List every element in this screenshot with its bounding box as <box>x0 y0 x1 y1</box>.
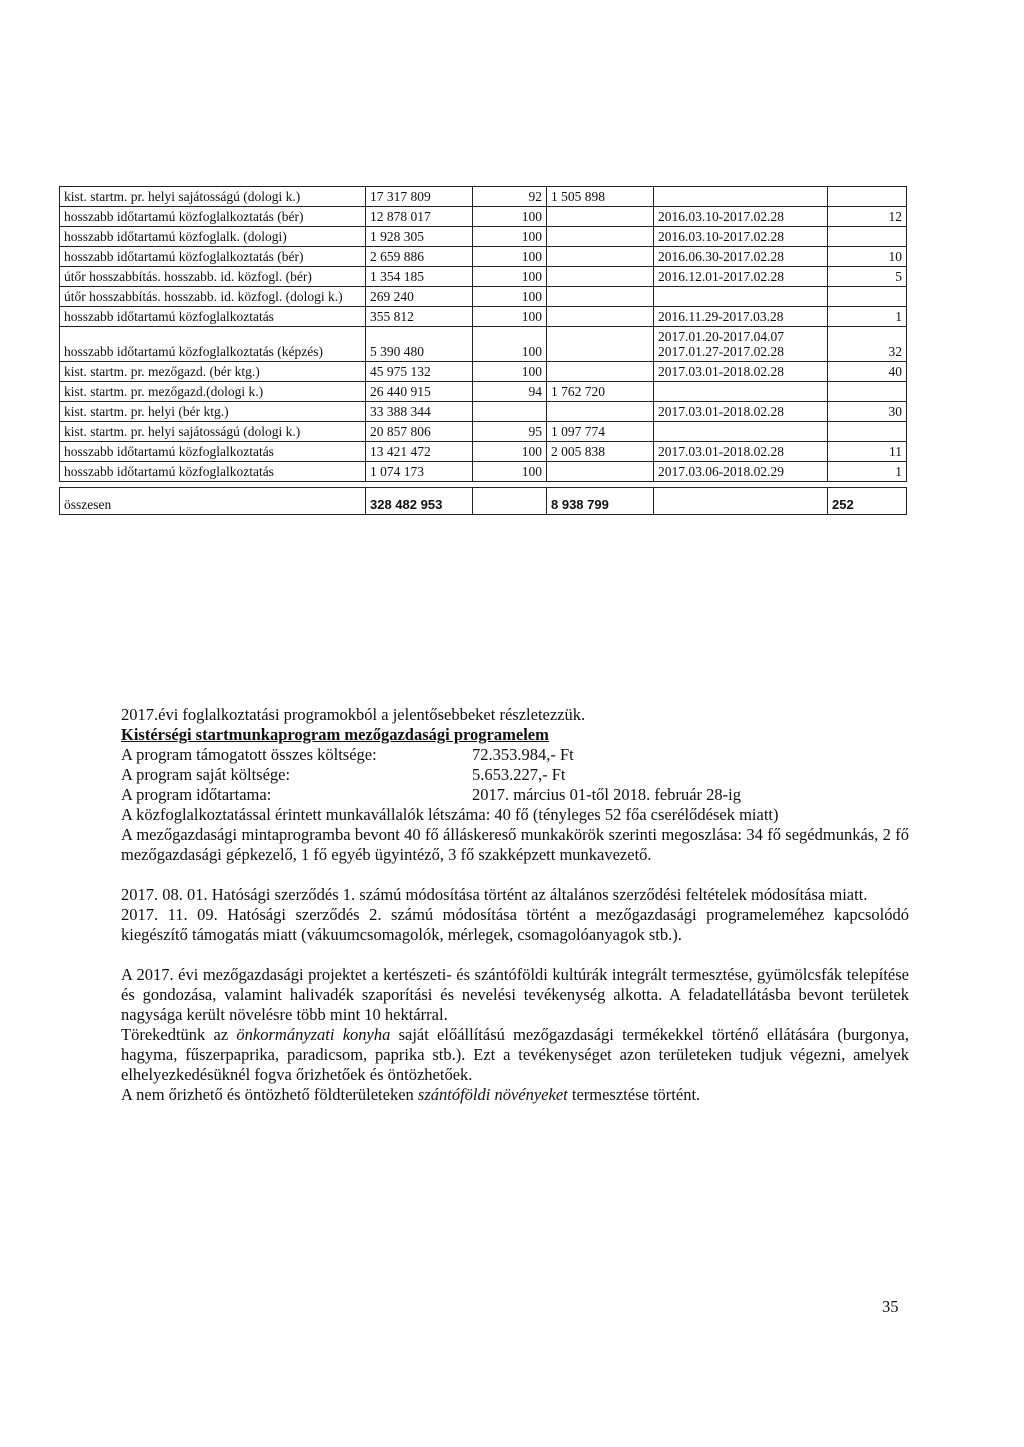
own-cost-value: 5.653.227,- Ft <box>472 765 566 784</box>
support-cost-row <box>121 745 909 765</box>
amount-cell: 20 857 806 <box>366 422 473 442</box>
program-name-cell: hosszabb időtartamú közfoglalkoztatás <box>60 462 366 482</box>
amount-cell: 12 878 017 <box>366 207 473 227</box>
own-contribution-cell <box>547 207 654 227</box>
amount-cell: 1 354 185 <box>366 267 473 287</box>
amount-cell: 355 812 <box>366 307 473 327</box>
headcount-cell <box>828 382 907 402</box>
period-cell: 2016.03.10-2017.02.28 <box>654 227 828 247</box>
table-row <box>60 362 907 382</box>
headcount-cell: 10 <box>828 247 907 267</box>
period-cell <box>654 287 828 307</box>
headcount-cell <box>828 227 907 247</box>
programs-table <box>59 186 907 515</box>
headcount-cell: 1 <box>828 462 907 482</box>
table-row <box>60 227 907 247</box>
amount-cell: 17 317 809 <box>366 187 473 207</box>
own-contribution-cell: 1 097 774 <box>547 422 654 442</box>
kitchen-paragraph: Törekedtünk az önkormányzati konyha saját előállítású mezőgazdasági termékekkel történő ellátására (burgonya, hagyma, fűszerpaprika, paradicsom, paprika stb.). Ezt a tevékenységet azon területeken tudjuk végezni, amelyek elhelyezkedésüknél fogva őrizhetőek és öntözhetőek. <box>121 1025 909 1084</box>
percent-cell <box>473 402 547 422</box>
percent-cell: 92 <box>473 187 547 207</box>
own-contribution-cell <box>547 362 654 382</box>
table-row <box>60 462 907 482</box>
own-contribution-cell: 2 005 838 <box>547 442 654 462</box>
period-cell: 2016.06.30-2017.02.28 <box>654 247 828 267</box>
support-cost-value: 72.353.984,- Ft <box>472 745 574 764</box>
support-cost-label: A program támogatott összes költsége: <box>121 745 377 764</box>
own-contribution-cell <box>547 247 654 267</box>
distribution-paragraph: A mezőgazdasági mintaprogramba bevont 40 fő álláskereső munkakörök szerinti megoszlása: 34 fő segédmunkás, 2 fő mezőgazdasági gépkezelő, 1 fő egyéb ügyintéző, 3 fő szakképzett munkavezető. <box>121 825 909 864</box>
table-row <box>60 327 907 362</box>
own-cost-label: A program saját költsége: <box>121 765 291 784</box>
duration-label: A program időtartama: <box>121 785 272 804</box>
program-name-cell: kist. startm. pr. helyi (bér ktg.) <box>60 402 366 422</box>
headcount-cell: 1 <box>828 307 907 327</box>
headcount-cell: 12 <box>828 207 907 227</box>
period-cell: 2016.03.10-2017.02.28 <box>654 207 828 227</box>
percent-cell: 100 <box>473 267 547 287</box>
program-name-cell: kist. startm. pr. mezőgazd.(dologi k.) <box>60 382 366 402</box>
table-row <box>60 307 907 327</box>
kitchen-emphasis: önkormányzati konyha <box>236 1025 391 1044</box>
percent-cell: 100 <box>473 327 547 362</box>
program-name-cell: kist. startm. pr. helyi sajátosságú (dologi k.) <box>60 187 366 207</box>
period-cell <box>654 327 828 362</box>
total-amount-cell: 328 482 953 <box>366 488 473 515</box>
table-row <box>60 442 907 462</box>
headcount-cell: 30 <box>828 402 907 422</box>
headcount-cell <box>828 422 907 442</box>
amount-cell: 13 421 472 <box>366 442 473 462</box>
period-cell: 2016.12.01-2017.02.28 <box>654 267 828 287</box>
empty-cell <box>473 488 547 515</box>
modification-1-paragraph: 2017. 08. 01. Hatósági szerződés 1. számú módosítása történt az általános szerződési feltételek módosítása miatt. <box>121 885 868 904</box>
program-name-cell: hosszabb időtartamú közfoglalkoztatás (képzés) <box>60 327 366 362</box>
percent-cell: 94 <box>473 382 547 402</box>
amount-cell: 45 975 132 <box>366 362 473 382</box>
period-cell: 2017.03.01-2018.02.28 <box>654 362 828 382</box>
total-own-cell: 8 938 799 <box>547 488 654 515</box>
percent-cell: 100 <box>473 442 547 462</box>
total-count-cell: 252 <box>828 488 907 515</box>
percent-cell: 100 <box>473 227 547 247</box>
table-row <box>60 287 907 307</box>
amount-cell: 1 074 173 <box>366 462 473 482</box>
period-cell <box>654 422 828 442</box>
table-row <box>60 402 907 422</box>
period-line: 2017.01.27-2017.02.28 <box>658 344 784 359</box>
body-text <box>121 705 909 1105</box>
total-label-cell: összesen <box>60 488 366 515</box>
headcount-cell: 11 <box>828 442 907 462</box>
own-contribution-cell <box>547 287 654 307</box>
period-cell: 2017.03.01-2018.02.28 <box>654 442 828 462</box>
program-name-cell: útőr hosszabbítás. hosszabb. id. közfogl. (bér) <box>60 267 366 287</box>
table-row <box>60 207 907 227</box>
period-cell: 2016.11.29-2017.03.28 <box>654 307 828 327</box>
project-paragraph: A 2017. évi mezőgazdasági projektet a kertészeti- és szántóföldi kultúrák integrált termesztése, gyümölcsfák telepítése és gondozása, valamint halivadék szaporítási és nevelési tevékenység alkotta. A feladatellátásba bevont területek nagysága került növelésre több mint 10 hektárral. <box>121 965 909 1024</box>
duration-row <box>121 785 909 805</box>
page-number: 35 <box>882 1297 899 1316</box>
total-row <box>60 488 907 515</box>
percent-cell: 100 <box>473 247 547 267</box>
amount-cell: 1 928 305 <box>366 227 473 247</box>
percent-cell: 100 <box>473 362 547 382</box>
program-name-cell: hosszabb időtartamú közfoglalkoztatás (bér) <box>60 207 366 227</box>
amount-cell: 33 388 344 <box>366 402 473 422</box>
period-cell: 2017.03.01-2018.02.28 <box>654 402 828 422</box>
amount-cell: 5 390 480 <box>366 327 473 362</box>
crops-emphasis: szántóföldi növényeket <box>417 1085 568 1104</box>
own-contribution-cell <box>547 327 654 362</box>
percent-cell: 100 <box>473 307 547 327</box>
percent-cell: 100 <box>473 207 547 227</box>
table-row <box>60 247 907 267</box>
program-name-cell: hosszabb időtartamú közfoglalkoztatás <box>60 307 366 327</box>
own-cost-row <box>121 765 909 785</box>
amount-cell: 269 240 <box>366 287 473 307</box>
period-cell <box>654 382 828 402</box>
modification-2-paragraph: 2017. 11. 09. Hatósági szerződés 2. számú módosítása történt a mezőgazdasági programeleméhez kapcsolódó kiegészítő támogatás miatt (vákuumcsomagolók, mérlegek, csomagolóanyagok stb.). <box>121 905 909 944</box>
percent-cell: 100 <box>473 287 547 307</box>
period-cell: 2017.03.06-2018.02.29 <box>654 462 828 482</box>
own-contribution-cell <box>547 462 654 482</box>
headcount-paragraph: A közfoglalkoztatással érintett munkavállalók létszáma: 40 fő (tényleges 52 főa cserélődések miatt) <box>121 805 779 824</box>
program-name-cell: kist. startm. pr. helyi sajátosságú (dologi k.) <box>60 422 366 442</box>
amount-cell: 2 659 886 <box>366 247 473 267</box>
table-row <box>60 382 907 402</box>
duration-value: 2017. március 01-től 2018. február 28-ig <box>472 785 741 804</box>
section-heading: Kistérségi startmunkaprogram mezőgazdasági programelem <box>121 725 549 744</box>
program-name-cell: útőr hosszabbítás. hosszabb. id. közfogl. (dologi k.) <box>60 287 366 307</box>
table-row <box>60 187 907 207</box>
own-contribution-cell <box>547 402 654 422</box>
own-contribution-cell <box>547 267 654 287</box>
program-name-cell: hosszabb időtartamú közfoglalkoztatás <box>60 442 366 462</box>
table-row <box>60 422 907 442</box>
headcount-cell <box>828 287 907 307</box>
amount-cell: 26 440 915 <box>366 382 473 402</box>
own-contribution-cell <box>547 307 654 327</box>
empty-cell <box>654 488 828 515</box>
program-name-cell: hosszabb időtartamú közfoglalk. (dologi) <box>60 227 366 247</box>
headcount-cell: 40 <box>828 362 907 382</box>
own-contribution-cell: 1 505 898 <box>547 187 654 207</box>
period-line: 2017.01.20-2017.04.07 <box>658 329 784 344</box>
program-name-cell: hosszabb időtartamú közfoglalkoztatás (bér) <box>60 247 366 267</box>
headcount-cell: 32 <box>828 327 907 362</box>
headcount-cell: 5 <box>828 267 907 287</box>
own-contribution-cell: 1 762 720 <box>547 382 654 402</box>
period-cell <box>654 187 828 207</box>
percent-cell: 100 <box>473 462 547 482</box>
program-name-cell: kist. startm. pr. mezőgazd. (bér ktg.) <box>60 362 366 382</box>
intro-line: 2017.évi foglalkoztatási programokból a jelentősebbeket részletezzük. <box>121 705 586 724</box>
own-contribution-cell <box>547 227 654 247</box>
percent-cell: 95 <box>473 422 547 442</box>
table-row <box>60 267 907 287</box>
headcount-cell <box>828 187 907 207</box>
crops-paragraph: A nem őrizhető és öntözhető földterületeken szántóföldi növényeket termesztése történt. <box>121 1085 701 1104</box>
